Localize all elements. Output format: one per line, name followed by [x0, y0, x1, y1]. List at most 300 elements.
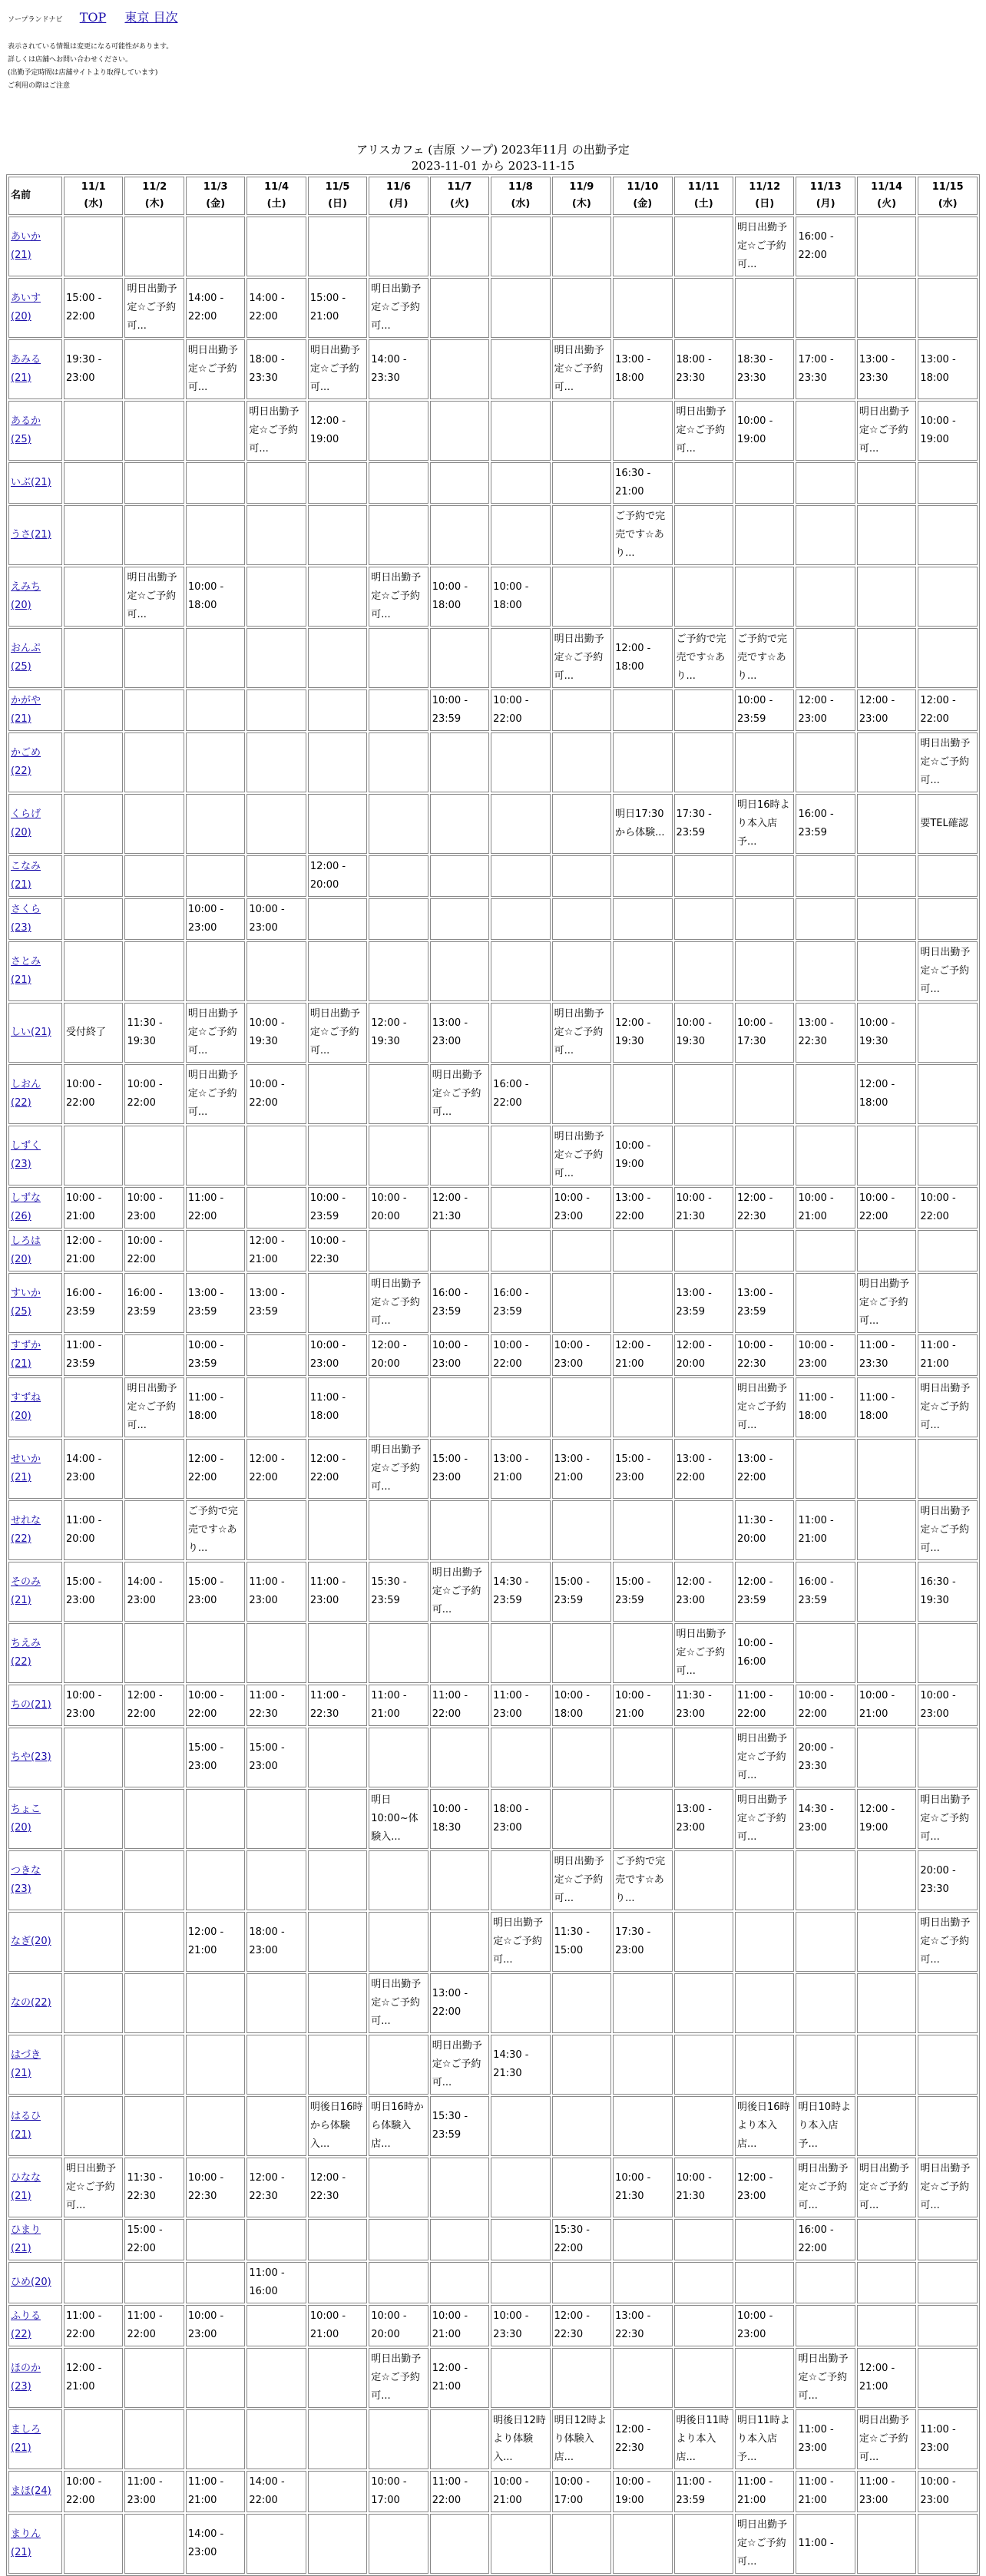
- notice-line: 詳しくは店舗へお問い合わせください。: [8, 56, 133, 64]
- schedule-cell: 10:00 - 23:00: [124, 1187, 184, 1228]
- schedule-cell: [246, 217, 306, 276]
- schedule-cell: 10:00 - 22:00: [186, 1685, 245, 1726]
- name-cell: [8, 2471, 62, 2512]
- schedule-cell: [552, 1500, 611, 1560]
- schedule-cell: [552, 401, 611, 461]
- schedule-cell: [430, 1230, 489, 1271]
- schedule-cell: [613, 1230, 672, 1271]
- staff-name-link[interactable]: かごめ(22): [11, 747, 41, 777]
- name-cell: [8, 2305, 62, 2346]
- schedule-cell: 明日12時より体験入店...: [552, 2409, 611, 2469]
- schedule-cell: [246, 1850, 306, 1910]
- schedule-cell: [369, 2409, 428, 2469]
- schedule-cell: [613, 941, 672, 1001]
- schedule-cell: [796, 628, 855, 688]
- staff-name-link[interactable]: すずか(21): [11, 1340, 41, 1370]
- schedule-cell: [552, 217, 611, 276]
- schedule-cell: [64, 1973, 123, 2033]
- schedule-cell: [186, 401, 245, 461]
- table-body: [8, 217, 978, 2574]
- schedule-cell: 13:00 - 23:59: [735, 1273, 794, 1333]
- schedule-cell: [430, 794, 489, 854]
- schedule-cell: [552, 1064, 611, 1124]
- staff-name-link[interactable]: しおん(22): [11, 1079, 41, 1109]
- schedule-cell: [430, 462, 489, 504]
- schedule-cell: 10:00 - 20:00: [369, 1187, 428, 1228]
- schedule-cell: [369, 941, 428, 1001]
- schedule-cell: [674, 278, 733, 338]
- schedule-cell: [918, 1623, 978, 1683]
- schedule-cell: 15:00 - 22:00: [64, 278, 123, 338]
- staff-name-link[interactable]: つきな(23): [11, 1865, 41, 1895]
- schedule-cell: 10:00 - 23:00: [246, 898, 306, 940]
- schedule-cell: [918, 505, 978, 565]
- day-date: 11/9: [569, 181, 594, 193]
- schedule-cell: 13:00 - 22:00: [674, 1439, 733, 1499]
- staff-name-link[interactable]: あいす(20): [11, 293, 41, 322]
- staff-name-link[interactable]: ひなな(21): [11, 2172, 41, 2202]
- day-weekday: (月): [816, 198, 835, 210]
- schedule-cell: [857, 794, 916, 854]
- table-row: [8, 2158, 978, 2217]
- schedule-cell: [64, 732, 123, 792]
- table-row: [8, 1003, 978, 1063]
- day-weekday: (火): [450, 198, 469, 210]
- schedule-cell: 10:00 - 23:59: [735, 689, 794, 731]
- table-row: [8, 2514, 978, 2574]
- schedule-cell: [796, 1273, 855, 1333]
- staff-name-link[interactable]: はるひ(21): [11, 2111, 41, 2141]
- table-row: [8, 1230, 978, 1271]
- top-link[interactable]: TOP: [79, 10, 107, 25]
- schedule-cell: 明日出勤予定☆ご予約可...: [369, 1273, 428, 1333]
- schedule-cell: [369, 2219, 428, 2260]
- staff-name-link[interactable]: えみち(20): [11, 581, 41, 611]
- schedule-cell: [857, 278, 916, 338]
- schedule-cell: [796, 1850, 855, 1910]
- staff-name-link[interactable]: なの(22): [11, 1997, 51, 2009]
- staff-name-link[interactable]: ちや(23): [11, 1751, 51, 1763]
- schedule-cell: 19:30 - 23:00: [64, 339, 123, 399]
- day-column-header: [491, 177, 550, 215]
- schedule-cell: 12:00 - 18:00: [613, 628, 672, 688]
- schedule-cell: [857, 898, 916, 940]
- day-weekday: (日): [328, 198, 347, 210]
- schedule-cell: 明日10時より本入店予...: [796, 2096, 855, 2156]
- schedule-cell: [430, 732, 489, 792]
- schedule-cell: [918, 217, 978, 276]
- table-row: [8, 2471, 978, 2512]
- schedule-cell: 10:00 - 22:30: [308, 1230, 367, 1271]
- name-cell: [8, 2158, 62, 2217]
- table-row: [8, 1187, 978, 1228]
- schedule-cell: [918, 567, 978, 627]
- date-range: 2023-11-01 から 2023-11-15: [411, 159, 575, 173]
- schedule-cell: [735, 941, 794, 1001]
- schedule-cell: [369, 1377, 428, 1437]
- notice-line: 表示されている情報は変更になる可能性があります。: [8, 43, 174, 51]
- staff-name-link[interactable]: しずな(26): [11, 1192, 41, 1222]
- schedule-cell: 12:00 - 18:00: [857, 1064, 916, 1124]
- staff-name-link[interactable]: いぶ(21): [11, 477, 51, 488]
- name-cell: [8, 1064, 62, 1124]
- day-column-header: [613, 177, 672, 215]
- schedule-cell: 明日出勤予定☆ご予約可...: [552, 1003, 611, 1063]
- schedule-cell: [308, 2409, 367, 2469]
- day-column-header: [64, 177, 123, 215]
- name-cell: [8, 1912, 62, 1972]
- schedule-cell: 明日出勤予定☆ご予約可...: [735, 217, 794, 276]
- schedule-cell: [124, 1728, 184, 1787]
- schedule-cell: 10:00 - 22:00: [64, 2471, 123, 2512]
- schedule-cell: ご予約で完売です☆あり...: [613, 505, 672, 565]
- schedule-cell: [674, 1377, 733, 1437]
- schedule-cell: [796, 1439, 855, 1499]
- schedule-cell: [552, 2035, 611, 2095]
- staff-name-link[interactable]: くらげ(20): [11, 809, 41, 838]
- schedule-cell: 明日出勤予定☆ご予約可...: [857, 2158, 916, 2217]
- schedule-cell: 11:00 - 22:00: [735, 1685, 794, 1726]
- schedule-cell: [369, 462, 428, 504]
- schedule-cell: [735, 567, 794, 627]
- schedule-cell: [64, 505, 123, 565]
- schedule-cell: 10:00 - 22:30: [735, 1334, 794, 1376]
- staff-name-link[interactable]: まほ(24): [11, 2485, 51, 2497]
- schedule-cell: [674, 689, 733, 731]
- schedule-cell: 10:00 - 19:00: [918, 401, 978, 461]
- schedule-cell: [124, 689, 184, 731]
- schedule-cell: 10:00 - 23:30: [491, 2305, 550, 2346]
- schedule-cell: 12:00 - 23:00: [674, 1562, 733, 1622]
- schedule-cell: 10:00 - 21:00: [796, 1187, 855, 1228]
- schedule-cell: [124, 505, 184, 565]
- schedule-cell: 12:00 - 20:00: [369, 1334, 428, 1376]
- schedule-cell: [674, 1728, 733, 1787]
- schedule-cell: [124, 1500, 184, 1560]
- schedule-cell: [735, 2219, 794, 2260]
- schedule-cell: [857, 1500, 916, 1560]
- schedule-cell: [186, 1126, 245, 1185]
- schedule-cell: 明日出勤予定☆ご予約可...: [124, 1377, 184, 1437]
- schedule-cell: 10:00 - 23:00: [796, 1334, 855, 1376]
- schedule-cell: [64, 567, 123, 627]
- schedule-cell: 10:00 - 21:00: [430, 2305, 489, 2346]
- staff-name-link[interactable]: しずく(23): [11, 1140, 41, 1170]
- day-weekday: (月): [389, 198, 409, 210]
- schedule-cell: 11:00 - 22:00: [430, 1685, 489, 1726]
- schedule-cell: 11:00 - 20:00: [64, 1500, 123, 1560]
- schedule-cell: 10:00 - 17:30: [735, 1003, 794, 1063]
- schedule-cell: [186, 505, 245, 565]
- schedule-cell: 明日出勤予定☆ご予約可...: [369, 1973, 428, 2033]
- schedule-cell: [124, 1912, 184, 1972]
- schedule-cell: [918, 1003, 978, 1063]
- schedule-cell: [246, 1973, 306, 2033]
- schedule-cell: 明日出勤予定☆ご予約可...: [674, 401, 733, 461]
- schedule-cell: [491, 2262, 550, 2303]
- day-column-header: [186, 177, 245, 215]
- schedule-cell: [491, 732, 550, 792]
- schedule-cell: [308, 1623, 367, 1683]
- staff-name-link[interactable]: しろは(20): [11, 1235, 41, 1265]
- schedule-cell: 17:00 - 23:30: [796, 339, 855, 399]
- staff-name-link[interactable]: ひまり(21): [11, 2224, 41, 2254]
- schedule-cell: 12:00 - 21:00: [430, 2348, 489, 2408]
- staff-name-link[interactable]: はづき(21): [11, 2049, 41, 2079]
- name-column-header: 名前: [8, 177, 62, 215]
- schedule-cell: [369, 505, 428, 565]
- staff-name-link[interactable]: ひめ(20): [11, 2277, 51, 2288]
- schedule-cell: [918, 2219, 978, 2260]
- schedule-cell: [246, 2305, 306, 2346]
- schedule-cell: 明後日11時より本入店...: [674, 2409, 733, 2469]
- schedule-cell: 15:00 - 23:00: [186, 1728, 245, 1787]
- schedule-cell: [552, 1973, 611, 2033]
- staff-name-link[interactable]: うさ(21): [11, 529, 51, 541]
- table-row: [8, 2219, 978, 2260]
- schedule-cell: 16:00 - 23:59: [796, 794, 855, 854]
- schedule-cell: [369, 732, 428, 792]
- schedule-cell: [64, 1126, 123, 1185]
- schedule-cell: [369, 1912, 428, 1972]
- schedule-cell: 13:00 - 22:00: [613, 1187, 672, 1228]
- schedule-cell: [552, 505, 611, 565]
- schedule-cell: 明日出勤予定☆ご予約可...: [735, 1789, 794, 1849]
- table-row: [8, 2035, 978, 2095]
- schedule-cell: [430, 339, 489, 399]
- schedule-cell: [796, 462, 855, 504]
- staff-name-link[interactable]: すずね(20): [11, 1392, 41, 1422]
- schedule-cell: [796, 1912, 855, 1972]
- day-column-header: [552, 177, 611, 215]
- schedule-cell: [64, 1623, 123, 1683]
- table-row: [8, 2305, 978, 2346]
- day-weekday: (木): [571, 198, 591, 210]
- schedule-cell: [735, 1230, 794, 1271]
- schedule-cell: [186, 2035, 245, 2095]
- schedule-cell: 10:00 - 23:00: [64, 1685, 123, 1726]
- day-date: 11/14: [871, 181, 903, 193]
- schedule-cell: 13:00 - 23:30: [857, 339, 916, 399]
- staff-name-link[interactable]: ふりる(22): [11, 2310, 41, 2340]
- schedule-cell: [613, 1789, 672, 1849]
- schedule-cell: 18:00 - 23:30: [246, 339, 306, 399]
- schedule-cell: 明日出勤予定☆ご予約可...: [918, 1912, 978, 1972]
- table-row: [8, 1273, 978, 1333]
- schedule-cell: [186, 2096, 245, 2156]
- schedule-cell: 15:00 - 23:00: [186, 1562, 245, 1622]
- schedule-cell: 11:00 - 18:00: [186, 1377, 245, 1437]
- staff-name-link[interactable]: なぎ(20): [11, 1936, 51, 1947]
- schedule-cell: 15:00 - 23:59: [613, 1562, 672, 1622]
- name-cell: [8, 1789, 62, 1849]
- site-label: ソープランドナビ: [8, 16, 63, 24]
- schedule-cell: 13:00 - 18:00: [613, 339, 672, 399]
- schedule-cell: 17:30 - 23:59: [674, 794, 733, 854]
- schedule-cell: [918, 1439, 978, 1499]
- day-column-header: [246, 177, 306, 215]
- schedule-cell: [613, 217, 672, 276]
- staff-name-link[interactable]: あいか(21): [11, 231, 41, 261]
- name-cell: [8, 2219, 62, 2260]
- table-row: [8, 2409, 978, 2469]
- staff-name-link[interactable]: せいか(21): [11, 1453, 41, 1483]
- schedule-cell: 明日出勤予定☆ご予約可...: [918, 1377, 978, 1437]
- schedule-cell: [613, 1064, 672, 1124]
- schedule-cell: [308, 2262, 367, 2303]
- schedule-cell: 明日出勤予定☆ご予約可...: [918, 1789, 978, 1849]
- staff-name-link[interactable]: おんぷ(25): [11, 643, 41, 673]
- schedule-cell: 12:00 - 20:00: [308, 855, 367, 897]
- schedule-cell: [430, 2219, 489, 2260]
- schedule-cell: [796, 2262, 855, 2303]
- schedule-cell: [64, 2409, 123, 2469]
- day-column-header: [308, 177, 367, 215]
- schedule-cell: [552, 1377, 611, 1437]
- staff-name-link[interactable]: しい(21): [11, 1027, 51, 1038]
- schedule-cell: 11:00 - 23:00: [124, 2471, 184, 2512]
- schedule-cell: [308, 689, 367, 731]
- schedule-cell: 12:00 - 22:00: [918, 689, 978, 731]
- name-cell: [8, 1728, 62, 1787]
- schedule-cell: 明日出勤予定☆ご予約可...: [186, 339, 245, 399]
- staff-name-link[interactable]: さとみ(21): [11, 956, 41, 986]
- schedule-cell: 12:00 - 21:30: [430, 1187, 489, 1228]
- schedule-cell: [308, 2514, 367, 2574]
- schedule-cell: [246, 628, 306, 688]
- schedule-cell: 明日出勤予定☆ご予約可...: [552, 1850, 611, 1910]
- schedule-cell: 12:00 - 22:00: [124, 1685, 184, 1726]
- schedule-cell: 10:00 - 22:00: [796, 1685, 855, 1726]
- staff-name-link[interactable]: ほのか(23): [11, 2363, 41, 2392]
- schedule-cell: [369, 628, 428, 688]
- schedule-cell: 11:00 - 22:30: [308, 1685, 367, 1726]
- schedule-cell: 12:00 - 19:30: [369, 1003, 428, 1063]
- staff-name-link[interactable]: せれな(22): [11, 1515, 41, 1545]
- schedule-cell: [369, 1623, 428, 1683]
- staff-name-link[interactable]: ましろ(21): [11, 2424, 41, 2454]
- schedule-cell: 10:00 - 22:00: [124, 1230, 184, 1271]
- schedule-cell: [918, 628, 978, 688]
- table-row: [8, 1377, 978, 1437]
- staff-name-link[interactable]: まりん(21): [11, 2528, 41, 2558]
- table-row: [8, 732, 978, 792]
- name-cell: [8, 941, 62, 1001]
- schedule-cell: [918, 2035, 978, 2095]
- day-column-header: [918, 177, 978, 215]
- schedule-cell: 明日出勤予定☆ご予約可...: [796, 2158, 855, 2217]
- schedule-cell: 12:00 - 23:00: [735, 2158, 794, 2217]
- notice-line: ご利用の際はご注意: [8, 82, 71, 90]
- day-weekday: (土): [266, 198, 286, 210]
- schedule-cell: 10:00 - 23:00: [918, 2471, 978, 2512]
- schedule-cell: [246, 462, 306, 504]
- schedule-cell: 11:00 - 23:59: [64, 1334, 123, 1376]
- schedule-cell: [674, 1850, 733, 1910]
- schedule-cell: [918, 898, 978, 940]
- staff-name-link[interactable]: さくら(23): [11, 904, 41, 934]
- schedule-cell: [308, 794, 367, 854]
- schedule-cell: 12:00 - 21:00: [857, 2348, 916, 2408]
- staff-name-link[interactable]: あるか(25): [11, 415, 41, 445]
- schedule-cell: 11:30 - 23:00: [674, 1685, 733, 1726]
- schedule-cell: 16:00 - 22:00: [796, 2219, 855, 2260]
- tokyo-index-link[interactable]: 東京 目次: [124, 10, 178, 25]
- table-row: [8, 941, 978, 1001]
- schedule-cell: [552, 462, 611, 504]
- schedule-cell: [369, 1728, 428, 1787]
- schedule-cell: [124, 2096, 184, 2156]
- table-row: [8, 505, 978, 565]
- schedule-cell: [613, 1273, 672, 1333]
- schedule-cell: [796, 1230, 855, 1271]
- schedule-cell: [735, 1973, 794, 2033]
- schedule-cell: [796, 732, 855, 792]
- schedule-cell: [124, 401, 184, 461]
- schedule-cell: [613, 401, 672, 461]
- schedule-cell: 16:00 - 23:59: [64, 1273, 123, 1333]
- schedule-cell: [246, 2035, 306, 2095]
- schedule-cell: 11:00 - 22:00: [124, 2305, 184, 2346]
- schedule-cell: 明日出勤予定☆ご予約可...: [796, 2348, 855, 2408]
- schedule-cell: [308, 732, 367, 792]
- staff-name-link[interactable]: そのみ(21): [11, 1576, 41, 1606]
- table-row: [8, 2262, 978, 2303]
- staff-name-link[interactable]: ちえみ(22): [11, 1638, 41, 1668]
- schedule-cell: 10:00 - 22:00: [491, 689, 550, 731]
- schedule-cell: 16:00 - 23:59: [124, 1273, 184, 1333]
- name-cell: [8, 1685, 62, 1726]
- schedule-cell: [674, 2514, 733, 2574]
- schedule-cell: [857, 732, 916, 792]
- schedule-cell: 明日出勤予定☆ご予約可...: [308, 1003, 367, 1063]
- name-cell: [8, 1126, 62, 1185]
- schedule-cell: 12:00 - 22:30: [552, 2305, 611, 2346]
- schedule-cell: [186, 1230, 245, 1271]
- schedule-cell: [246, 1623, 306, 1683]
- schedule-cell: 15:00 - 23:59: [552, 1562, 611, 1622]
- staff-name-link[interactable]: すいか(25): [11, 1288, 41, 1318]
- schedule-cell: [735, 278, 794, 338]
- schedule-cell: [857, 1912, 916, 1972]
- schedule-cell: 10:00 - 21:00: [491, 2471, 550, 2512]
- schedule-cell: 11:30 - 19:30: [124, 1003, 184, 1063]
- day-weekday: (水): [938, 198, 958, 210]
- schedule-cell: [124, 1789, 184, 1849]
- schedule-cell: [735, 855, 794, 897]
- day-weekday: (木): [144, 198, 164, 210]
- schedule-cell: [246, 505, 306, 565]
- schedule-cell: 17:30 - 23:00: [613, 1912, 672, 1972]
- schedule-cell: [796, 401, 855, 461]
- schedule-cell: 11:00 - 23:30: [857, 1334, 916, 1376]
- schedule-cell: [430, 217, 489, 276]
- staff-name-link[interactable]: ちょこ(20): [11, 1804, 41, 1834]
- schedule-cell: 15:30 - 23:59: [369, 1562, 428, 1622]
- table-row: [8, 401, 978, 461]
- staff-name-link[interactable]: こなみ(21): [11, 861, 41, 891]
- staff-name-link[interactable]: ちの(21): [11, 1699, 51, 1711]
- schedule-cell: [674, 1230, 733, 1271]
- staff-name-link[interactable]: あみる(21): [11, 354, 41, 384]
- schedule-cell: [674, 941, 733, 1001]
- schedule-cell: [735, 1126, 794, 1185]
- schedule-cell: [124, 898, 184, 940]
- name-cell: [8, 1500, 62, 1560]
- table-row: [8, 1439, 978, 1499]
- schedule-cell: [369, 2158, 428, 2217]
- staff-name-link[interactable]: かがや(21): [11, 695, 41, 725]
